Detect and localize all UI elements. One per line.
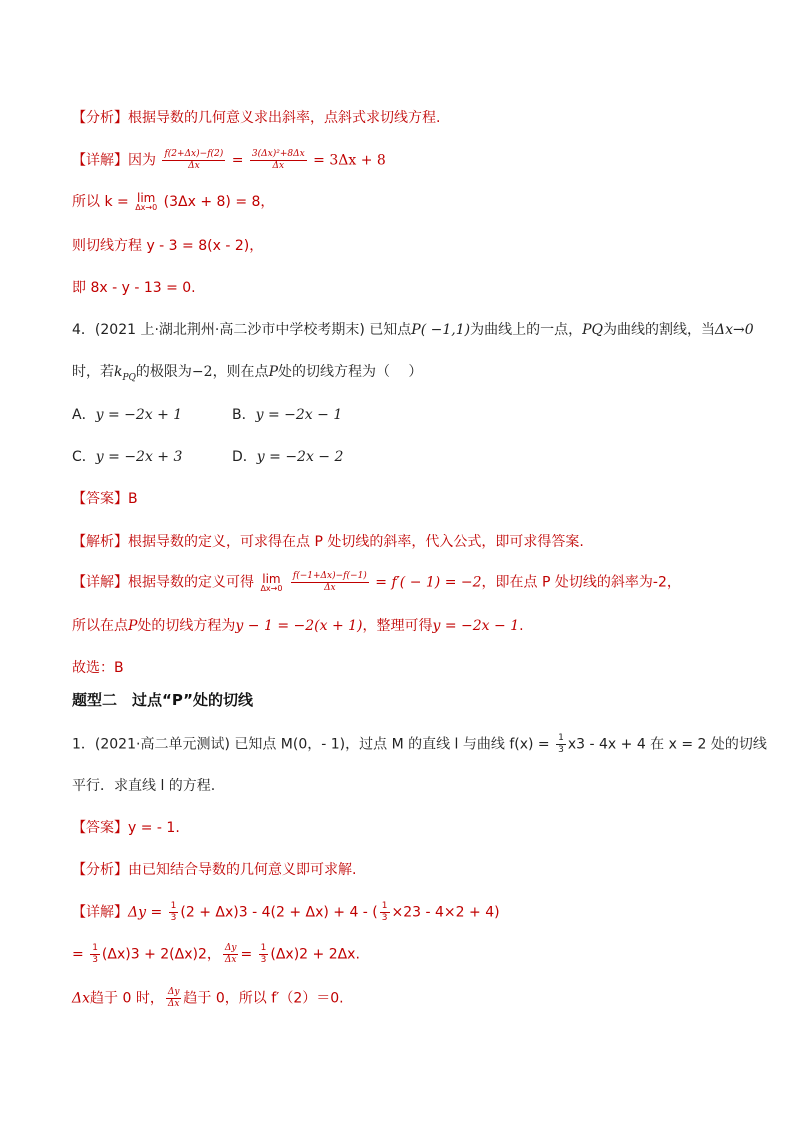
frac-num: Δy — [224, 943, 237, 953]
q4-fraction — [291, 572, 369, 593]
frac-den: 3 — [558, 745, 564, 755]
p1-l3-b: 趋于 0 时， — [90, 990, 164, 1007]
q4-delta-to-zero: Δx→0 — [714, 322, 754, 338]
p1-answer-line — [72, 818, 180, 838]
p1-analysis-line — [72, 860, 356, 880]
section-title: 题型二 过点“P”处的切线 — [72, 691, 253, 709]
option-d-text: y = −2x − 2 — [256, 449, 344, 465]
frac-den: Δx — [224, 955, 237, 965]
q4-choose-line — [72, 658, 124, 678]
p1-eq: = — [146, 904, 167, 921]
p1-answer: 【答案】y = - 1. — [72, 820, 180, 836]
q4-number: 4． — [72, 322, 95, 338]
p1-fraction-d — [259, 944, 269, 965]
frac-num: 1 — [260, 943, 267, 953]
q4-derivative-value: = f′( − 1) = −2 — [375, 574, 482, 591]
option-a-text: y = −2x + 1 — [95, 407, 183, 423]
p1-stem-line-2 — [72, 776, 215, 796]
detail-prefix: 【详解】因为 — [72, 152, 156, 169]
p1-fraction-dydx-2 — [166, 988, 182, 1009]
q4-p: P — [268, 364, 278, 380]
p1-detail-d: ×23 - 4×2 + 4) — [391, 904, 500, 921]
option-c-label: C． — [72, 449, 96, 465]
analysis-line-1 — [72, 108, 440, 128]
frac-den: Δx — [324, 583, 336, 593]
q4-stem-line-2 — [72, 362, 422, 388]
frac-num: f(−1+Δx)−f(−1) — [292, 571, 367, 581]
q4-so-b: 处的切线方程为 — [137, 618, 236, 634]
q4-so-c: ，整理可得 — [362, 618, 433, 634]
q4-text-5: ，则在点 — [212, 364, 269, 380]
option-a-label: A． — [72, 407, 96, 423]
frac-den: 3 — [170, 913, 177, 923]
p1-dy: Δy — [128, 904, 147, 921]
q4-analysis: 【解析】根据导数的定义，可求得在点 P 处切线的斜率，代入公式，即可求得答案. — [72, 534, 584, 550]
q4-answer: 【答案】B — [72, 491, 138, 507]
p1-fraction-b — [380, 902, 390, 923]
q4-text: 为曲线上的一点， — [470, 322, 583, 338]
q4-neg2: −2 — [191, 364, 213, 380]
q4-text-2: 为曲线的割线，当 — [602, 322, 715, 338]
p1-fraction-dydx — [223, 944, 239, 965]
limit-expression — [135, 192, 157, 212]
q4-source: (2021 上·湖北荆州·高二沙市中学校考期末) 已知点 — [94, 322, 412, 338]
q4-so-p: P — [128, 618, 138, 634]
frac-den: Δx — [167, 999, 180, 1009]
q4-detail-line — [72, 572, 681, 593]
frac-num: 3(Δx)²+8Δx — [251, 149, 305, 159]
tangent-equation-line — [72, 236, 263, 256]
option-b — [232, 405, 342, 425]
fraction-expanded — [250, 150, 307, 171]
q4-so-line — [72, 616, 524, 636]
frac-num: f(2+Δx)−f(2) — [164, 149, 224, 159]
frac-den: Δx — [272, 161, 285, 171]
q4-detail-prefix: 【详解】根据导数的定义可得 — [72, 574, 254, 591]
p1-fraction-c — [90, 944, 100, 965]
frac-den: 3 — [260, 955, 267, 965]
detail-result: = 3Δx + 8 — [313, 152, 386, 169]
p1-text-c: 平行．求直线 l 的方程. — [72, 778, 216, 794]
section-heading — [72, 690, 253, 710]
q4-so-a: 所以在点 — [72, 618, 128, 634]
frac-num: 1 — [92, 943, 98, 953]
q4-text-6: 处的切线方程为（ ） — [277, 364, 423, 380]
option-d-label: D． — [232, 449, 257, 465]
frac-num: 1 — [170, 901, 177, 911]
p1-fraction-a — [169, 902, 179, 923]
p1-l2-c: = — [240, 946, 257, 963]
frac-num: 1 — [558, 733, 564, 743]
q4-so-eq1: y − 1 = −2(x + 1) — [235, 618, 363, 634]
frac-den: 3 — [381, 913, 388, 923]
q4-text-3: 时，若 — [72, 364, 114, 380]
p1-l2-a: = — [72, 946, 89, 963]
p1-l2-b: (Δx)3 + 2(Δx)2， — [101, 946, 221, 963]
q4-point: P( −1,1) — [411, 322, 471, 338]
option-c-text: y = −2x + 3 — [95, 449, 183, 465]
q4-k-sub: PQ — [122, 372, 136, 383]
q4-limit — [260, 573, 282, 593]
so-k-prefix: 所以 k = — [72, 194, 129, 210]
option-d — [232, 447, 343, 467]
lim-word: lim — [137, 191, 156, 205]
q4-text-4: 的极限为 — [135, 364, 192, 380]
q4-detail-tail: ，即在点 P 处切线的斜率为-2， — [481, 574, 681, 591]
q4-k: k — [114, 364, 123, 380]
q4-so-d: . — [519, 618, 524, 634]
final-equation-line — [72, 278, 196, 298]
p1-l3-c: 趋于 0，所以 f′（2）＝0. — [183, 990, 344, 1007]
option-b-text: y = −2x − 1 — [255, 407, 343, 423]
fraction-difference-quotient — [162, 150, 225, 171]
frac-den: Δx — [188, 161, 200, 171]
equals-sign: = — [231, 152, 244, 169]
p1-l2-d: (Δx)2 + 2Δx. — [270, 946, 360, 963]
frac-num: 1 — [381, 901, 388, 911]
q4-stem-line-1 — [72, 320, 754, 340]
p1-text-b: x3 - 4x + 4 在 x = 2 处的切线 — [567, 736, 767, 753]
q4-answer-line — [72, 489, 138, 509]
p1-text-a: 1．(2021·高二单元测试) 已知点 M(0，- 1)，过点 M 的直线 l 与曲线 f(x) = — [72, 736, 550, 753]
option-b-label: B． — [232, 407, 256, 423]
detail-line-1 — [72, 150, 386, 171]
so-k-line — [72, 192, 274, 212]
final-equation: 即 8x - y - 13 = 0. — [72, 280, 196, 296]
p1-l3-a: Δx — [72, 990, 91, 1007]
option-c — [72, 447, 182, 467]
lim-sub: Δx→0 — [135, 203, 158, 212]
q4-choose: 故选：B — [72, 660, 124, 676]
p1-stem-line-1 — [72, 734, 767, 755]
q4-analysis-line — [72, 532, 584, 552]
p1-detail-prefix: 【详解】 — [72, 904, 128, 921]
analysis-text: 【分析】根据导数的几何意义求出斜率，点斜式求切线方程. — [72, 110, 441, 126]
p1-analysis: 【分析】由已知结合导数的几何意义即可求解. — [72, 862, 357, 878]
p1-detail-c: (2 + Δx)3 - 4(2 + Δx) + 4 - ( — [180, 904, 378, 921]
lim-word: lim — [262, 571, 281, 586]
tangent-equation: 则切线方程 y - 3 = 8(x - 2)， — [72, 238, 264, 254]
p1-detail-line-3 — [72, 988, 344, 1009]
p1-fraction-one-third — [556, 734, 566, 755]
q4-so-eq2: y = −2x − 1 — [432, 618, 520, 634]
frac-den: 3 — [92, 955, 98, 965]
option-a — [72, 405, 182, 425]
q4-pq: PQ — [582, 322, 603, 338]
lim-sub: Δx→0 — [260, 583, 283, 593]
so-k-tail: (3Δx + 8) = 8， — [163, 194, 275, 210]
p1-detail-line-1 — [72, 902, 500, 923]
p1-detail-line-2 — [72, 944, 360, 965]
frac-num: Δy — [167, 987, 180, 997]
